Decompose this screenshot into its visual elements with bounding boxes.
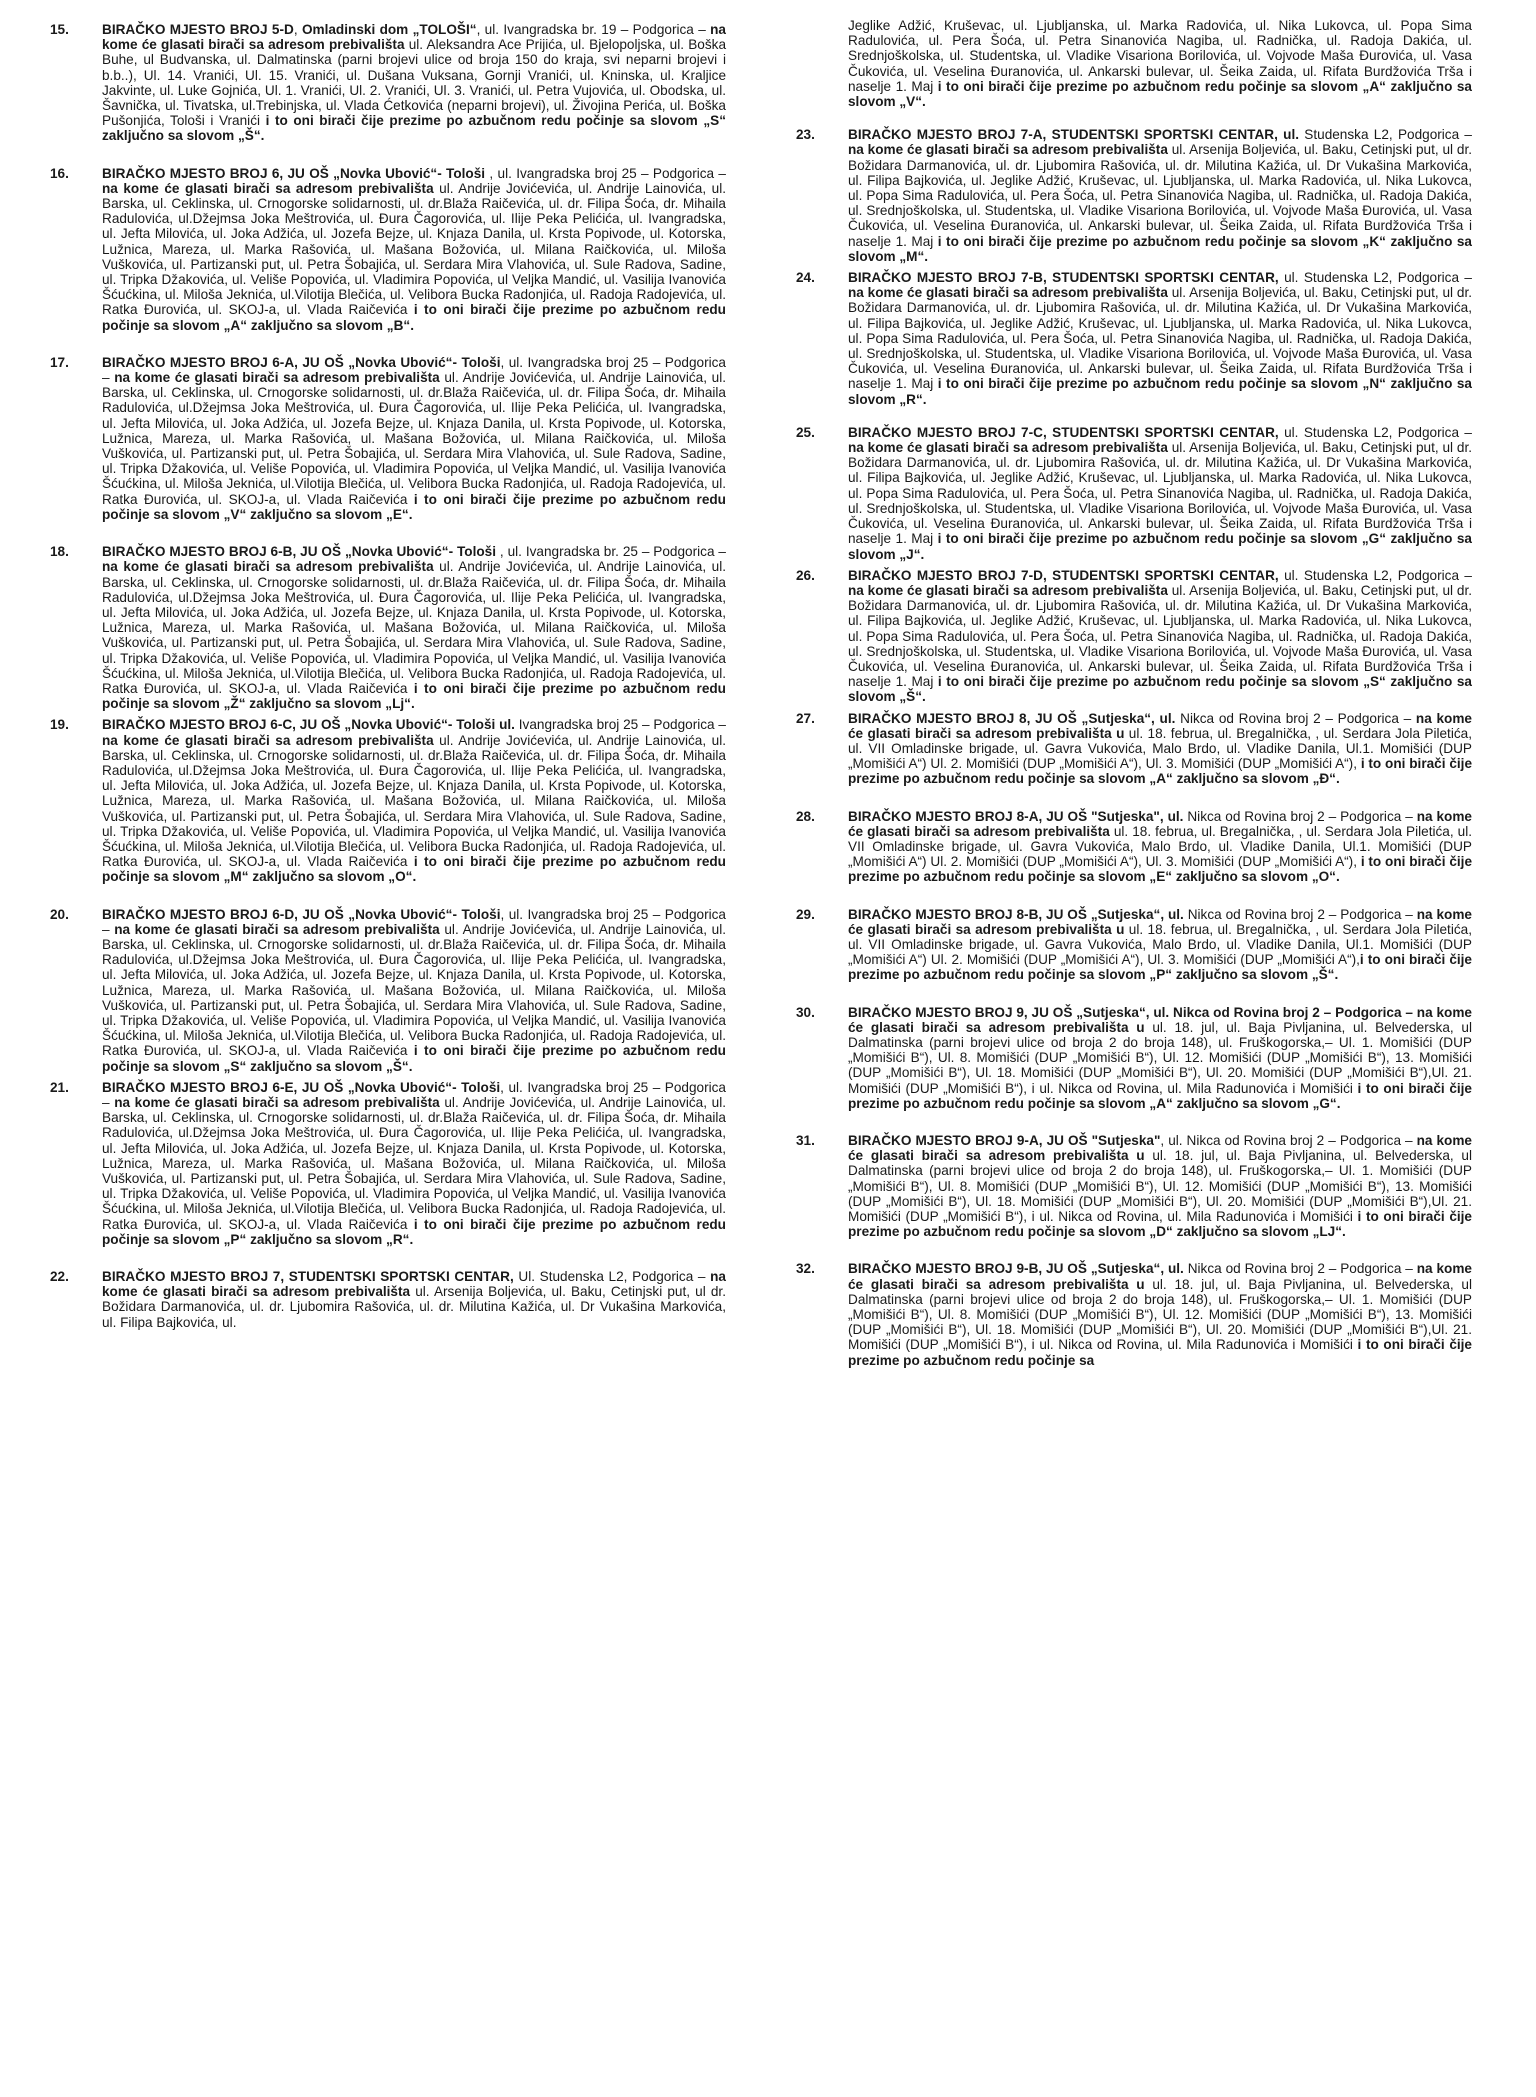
polling-station-entry	[50, 1269, 726, 1330]
entry-text-bold: na kome će glasati birači sa adresom prebivališta u	[848, 906, 1472, 937]
entry-text-regular: , ul. Nikca od Rovina broj 2 – Podgorica –	[1160, 1133, 1417, 1148]
polling-station-entry	[796, 809, 1472, 885]
entry-number: 27.	[796, 710, 815, 726]
entry-text-bold: na kome će glasati birači sa adresom prebivališta	[102, 22, 726, 53]
entry-text-regular: ,	[293, 22, 302, 37]
entry-number: 17.	[50, 354, 69, 370]
entry-text-bold: i to oni birači čije prezime po azbučnom redu počinje sa slovom „E“ zaključno sa slovom „O“.	[848, 854, 1472, 885]
entry-text-bold: BIRAČKO MJESTO BROJ 7-D, STUDENTSKI SPORTSKI CENTAR,	[848, 567, 1279, 583]
entry-text-regular: , ul. Ivangradska broj 25 – Podgorica –	[102, 354, 726, 386]
entry-text	[848, 425, 1472, 562]
entry-number: 32.	[796, 1261, 815, 1277]
entry-text-bold: na kome će glasati birači sa adresom prebivališta u	[848, 1133, 1472, 1164]
entry-text-regular: ul. Arsenija Boljevića, ul. Baku, Cetinjski put, ul dr. Božidara Darmanovića, ul. dr. Ljubomira Rašovića, ul. dr. Milutina Kažića, ul. Dr Vukašina Markovića, ul. Filipa Bajkovića, ul. Jeglike Adžić, Kruševac, ul. Ljubljanska, ul. Marka Radovića, ul. Nika Lukovca, ul. Popa Sima Radulovića, ul. Pera Šoća, ul. Petra Sinanovića Nagiba, ul. Radnička, ul. Radoja Dakića, ul. Srednjoškolska, ul. Studentska, ul. Vladike Visariona Borilovića, ul. Vojvode Maša Đurovića, ul. Vasa Čukovića, ul. Veselina Đuranovića, ul. Ankarski bulevar, ul. Šeika Zaida, ul. Rifata Burdžovića Trša i naselje 1. Maj	[848, 142, 1472, 249]
entry-text-bold: i to oni birači čije prezime po azbučnom redu počinje sa slovom „S“ zaključno sa slovom „Š“.	[848, 674, 1472, 705]
entry-text-bold: BIRAČKO MJESTO BROJ 6-C, JU OŠ „Novka Ubović“- Tološi ul.	[102, 717, 515, 733]
entry-text-bold: na kome će glasati birači sa adresom prebivališta u	[848, 710, 1472, 741]
entry-text-regular: ul. 18. jul, ul. Baja Pivljanina, ul. Belvederska, ul Dalmatinska (parni brojevi ulice od broja 2 do broja 148), ul. Fruškogorska,– Ul. 1. Momišići (DUP „Momišići B“), Ul. 8. Momišići (DUP „Momišići B“), Ul. 12. Momišići (DUP „Momišići B“), 13. Momišići (DUP „Momišići B“), Ul. 18. Momišići (DUP „Momišići B“), Ul. 20. Momišići (DUP „Momišići B“),Ul. 21. Momišići (DUP „Momišići B“), i ul. Nikca od Rovina, ul. Mila Radunovića i Momišići	[848, 1148, 1472, 1225]
entry-text-bold: BIRAČKO MJESTO BROJ 6-B, JU OŠ „Novka Ubović“- Tološi	[102, 544, 497, 560]
entry-number: 26.	[796, 567, 815, 583]
polling-station-entry	[796, 270, 1472, 407]
entry-text	[102, 544, 726, 711]
polling-station-entry	[50, 1080, 726, 1247]
entry-text	[848, 1261, 1472, 1367]
entry-text-bold: i to oni birači čije prezime po azbučnom redu počinje sa slovom „M“ zaključno sa slovom „O“.	[102, 854, 726, 885]
entry-text-bold: BIRAČKO MJESTO BROJ 6-D, JU OŠ „Novka Ubović“- Tološi	[102, 906, 501, 922]
polling-station-entry	[796, 18, 1472, 109]
entry-text-regular: ul. 18. februa, ul. Bregalnička, , ul. Serdara Jola Piletića, ul. VII Omladinske brigade, ul. Gavra Vukovića, Malo Brdo, ul. Vladike Danila, Ul.1. Momišići (DUP „Momišići A“) Ul. 2. Momišići (DUP „Momišići A“), Ul. 3. Momišići (DUP „Momišići A“),	[848, 823, 1473, 870]
entry-text-regular: ul. Arsenija Boljevića, ul. Baku, Cetinjski put, ul dr. Božidara Darmanovića, ul. dr. Ljubomira Rašovića, ul. dr. Milutina Kažića, ul. Dr Vukašina Markovića, ul. Filipa Bajkovića, ul. Jeglike Adžić, Kruševac, ul. Ljubljanska, ul. Marka Radovića, ul. Nika Lukovca, ul. Popa Sima Radulovića, ul. Pera Šoća, ul. Petra Sinanovića Nagiba, ul. Radnička, ul. Radoja Dakića, ul. Srednjoškolska, ul. Studentska, ul. Vladike Visariona Borilovića, ul. Vojvode Maša Đurovića, ul. Vasa Čukovića, ul. Veselina Đuranovića, ul. Ankarski bulevar, ul. Šeika Zaida, ul. Rifata Burdžovića Trša i naselje 1. Maj	[848, 440, 1472, 547]
polling-station-entry	[50, 544, 726, 711]
entry-text-regular: , ul. Ivangradska br. 25 – Podgorica –	[496, 544, 726, 560]
entry-text	[796, 18, 1472, 109]
entry-text-regular: , ul. Ivangradska broj 25 – Podgorica –	[102, 1079, 726, 1110]
entry-number: 28.	[796, 808, 815, 824]
entry-number: 19.	[50, 717, 69, 733]
entry-number: 22.	[50, 1269, 69, 1285]
entry-text	[848, 809, 1472, 885]
entry-text	[102, 717, 726, 884]
polling-station-entry	[796, 1261, 1472, 1367]
entry-text-bold: na kome će glasati birači sa adresom prebivališta u	[848, 1261, 1472, 1292]
entry-text-bold: BIRAČKO MJESTO BROJ 8, JU OŠ „Sutjeska“, ul.	[848, 710, 1176, 726]
entry-text-regular: ul. Andrije Jovićevića, ul. Andrije Lainovića, ul. Barska, ul. Ceklinska, ul. Crnogorske solidarnosti, ul. dr.Blaža Raičevića, ul. dr. Filipa Šoća, dr. Mihaila Radulovića, ul.Džejmsa Joka Meštrovića, ul. Đura Čagorovića, ul. Ilije Peka Pelićića, ul. Ivangradska, ul. Jefta Milovića, ul. Joka Adžića, ul. Jozefa Bejze, ul. Knjaza Danila, ul. Krsta Popivode, ul. Kotorska, Lužnica, Mareza, ul. Marka Rašovića, ul. Mašana Božovića, ul. Milana Raičkovića, ul. Miloša Vuškovića, ul. Partizanski put, ul. Petra Šobajića, ul. Serdara Mira Vlahovića, ul. Sule Radova, Sadine, ul. Tripka Džakovića, ul. Veliše Popovića, ul. Vladimira Popovića, ul Veljka Mandić, ul. Vasilija Ivanovića Šćućkina, ul. Miloša Jeknića, ul.Vilotija Blečića, ul. Velibora Bucka Radonjića, ul. Radoja Radojevića, ul. Ratka Đurovića, ul. SKOJ-a, ul. Vlada Raičevića	[102, 370, 726, 507]
polling-station-entry	[796, 1133, 1472, 1239]
entry-text-bold: BIRAČKO MJESTO BROJ 8-A, JU OŠ "Sutjeska", ul.	[848, 808, 1184, 824]
entry-text-bold: BIRAČKO MJESTO BROJ 5-D	[102, 22, 294, 37]
entry-text-bold: na kome će glasati birači sa adresom prebivališta	[102, 732, 434, 748]
entry-text-bold: i to oni birači čije prezime po azbučnom redu počinje sa slovom „A“ zaključno sa slovom „Đ“.	[848, 756, 1472, 787]
entry-text-bold: na kome će glasati birači sa adresom prebivališta	[114, 921, 440, 937]
entry-text-bold: BIRAČKO MJESTO BROJ 9, JU OŠ „Sutjeska“, ul. Nikca od Rovina broj 2 – Podgorica – na kome će glasati birači sa adresom prebivališta u	[848, 1004, 1472, 1035]
entry-text	[848, 1005, 1472, 1111]
entry-text-regular: ul. 18. februa, ul. Bregalnička, , ul. Serdara Jola Piletića, ul. VII Omladinske brigade, ul. Gavra Vukovića, Malo Brdo, ul. Vladike Danila, Ul.1. Momišići (DUP „Momišići A“) Ul. 2. Momišići (DUP „Momišići A“), Ul. 3. Momišići (DUP „Momišići A“),	[848, 921, 1472, 968]
entry-text-bold: BIRAČKO MJESTO BROJ 6-E, JU OŠ „Novka Ubović“- Tološi	[102, 1079, 501, 1095]
entry-number: 25.	[796, 424, 815, 440]
entry-text-regular: Ul. Studenska L2, Podgorica –	[513, 1269, 711, 1285]
entry-text-bold: Omladinski dom „TOLOŠI“	[301, 22, 477, 37]
entry-text-regular: ul. Andrije Jovićevića, ul. Andrije Lainovića, ul. Barska, ul. Ceklinska, ul. Crnogorske solidarnosti, ul. dr.Blaža Raičevića, ul. dr. Filipa Šoća, dr. Mihaila Radulovića, ul.Džejmsa Joka Meštrovića, ul. Đura Čagorovića, ul. Ilije Peka Pelićića, ul. Ivangradska, ul. Jefta Milovića, ul. Joka Adžića, ul. Jozefa Bejze, ul. Knjaza Danila, ul. Krsta Popivode, ul. Kotorska, Lužnica, Mareza, ul. Marka Rašovića, ul. Mašana Božovića, ul. Milana Raičkovića, ul. Miloša Vuškovića, ul. Partizanski put, ul. Petra Šobajića, ul. Serdara Mira Vlahovića, ul. Sule Radova, Sadine, ul. Tripka Džakovića, ul. Veliše Popovića, ul. Vladimira Popovića, ul Veljka Mandić, ul. Vasilija Ivanovića Šćućkina, ul. Miloša Jeknića, ul.Vilotija Blečića, ul. Velibora Bucka Radonjića, ul. Radoja Radojevića, ul. Ratka Đurovića, ul. SKOJ-a, ul. Vlada Raičevića	[102, 559, 726, 696]
right-column	[796, 18, 1472, 2097]
entry-text-bold: na kome će glasati birači sa adresom prebivališta	[848, 142, 1168, 158]
left-column	[50, 18, 726, 2097]
entry-number: 21.	[50, 1079, 69, 1095]
entry-text-regular: , ul. Ivangradska br. 19 – Podgorica –	[476, 22, 711, 37]
entry-text-regular: ul. 18. jul, ul. Baja Pivljanina, ul. Belvederska, ul Dalmatinska (parni brojevi ulice od broja 2 do broja 148), ul. Fruškogorska,– Ul. 1. Momišići (DUP „Momišići B“), Ul. 8. Momišići (DUP „Momišići B“), Ul. 12. Momišići (DUP „Momišići B“), 13. Momišići (DUP „Momišići B“), Ul. 18. Momišići (DUP „Momišići B“), Ul. 20. Momišići (DUP „Momišići B“),Ul. 21. Momišići (DUP „Momišići B“), i ul. Nikca od Rovina, ul. Mila Radunovića i Momišići	[848, 1276, 1472, 1353]
entry-text-bold: na kome će glasati birači sa adresom prebivališta	[102, 559, 434, 575]
entry-text-regular: Studenska L2, Podgorica –	[1299, 127, 1472, 143]
entry-text-bold: i to oni birači čije prezime po azbučnom redu počinje sa slovom „K“ zaključno sa slovom „M“.	[848, 233, 1472, 264]
entry-text-bold: i to oni birači čije prezime po azbučnom redu počinje sa slovom „P“ zaključno sa slovom „R“.	[102, 1216, 726, 1247]
entry-text-regular: Nikca od Rovina broj 2 – Podgorica –	[1183, 808, 1417, 824]
polling-station-entry	[50, 355, 726, 522]
entry-text-regular: ul. 18. februa, ul. Bregalnička, , ul. Serdara Jola Piletića, ul. VII Omladinske brigade, ul. Gavra Vukovića, Malo Brdo, ul. Vladike Danila, Ul.1. Momišići (DUP „Momišići A“) Ul. 2. Momišići (DUP „Momišići A“), Ul. 3. Momišići (DUP „Momišići A“),	[848, 725, 1472, 772]
entry-text-regular: ul. Arsenija Boljevića, ul. Baku, Cetinjski put, ul dr. Božidara Darmanovića, ul. dr. Ljubomira Rašovića, ul. dr. Milutina Kažića, ul. Dr Vukašina Markovića, ul. Filipa Bajkovića, ul. Jeglike Adžić, Kruševac, ul. Ljubljanska, ul. Marka Radovića, ul. Nika Lukovca, ul. Popa Sima Radulovića, ul. Pera Šoća, ul. Petra Sinanovića Nagiba, ul. Radnička, ul. Radoja Dakića, ul. Srednjoškolska, ul. Studentska, ul. Vladike Visariona Borilovića, ul. Vojvode Maša Đurovića, ul. Vasa Čukovića, ul. Veselina Đuranovića, ul. Ankarski bulevar, ul. Šeika Zaida, ul. Rifata Burdžovića Trša i naselje 1. Maj	[848, 285, 1472, 392]
entry-text	[102, 907, 726, 1074]
entry-number: 24.	[796, 270, 815, 286]
entry-text-bold: BIRAČKO MJESTO BROJ 7-C, STUDENTSKI SPORTSKI CENTAR,	[848, 424, 1279, 440]
entry-text	[102, 22, 726, 144]
entry-text-regular: ul. Studenska L2, Podgorica –	[1278, 424, 1472, 440]
entry-text-regular: ul. Andrije Jovićevića, ul. Andrije Lainovića, ul. Barska, ul. Ceklinska, ul. Crnogorske solidarnosti, ul. dr.Blaža Raičevića, ul. dr. Filipa Šoća, dr. Mihaila Radulovića, ul.Džejmsa Joka Meštrovića, ul. Đura Čagorovića, ul. Ilije Peka Pelićića, ul. Ivangradska, ul. Jefta Milovića, ul. Joka Adžića, ul. Jozefa Bejze, ul. Knjaza Danila, ul. Krsta Popivode, ul. Kotorska, Lužnica, Mareza, ul. Marka Rašovića, ul. Mašana Božovića, ul. Milana Raičkovića, ul. Miloša Vuškovića, ul. Partizanski put, ul. Petra Šobajića, ul. Serdara Mira Vlahovića, ul. Sule Radova, Sadine, ul. Tripka Džakovića, ul. Veliše Popovića, ul. Vladimira Popovića, ul Veljka Mandić, ul. Vasilija Ivanovića Šćućkina, ul. Miloša Jeknića, ul.Vilotija Blečića, ul. Velibora Bucka Radonjića, ul. Radoja Radojevića, ul. Ratka Đurovića, ul. SKOJ-a, ul. Vlada Raičevića	[102, 921, 726, 1059]
entry-number: 31.	[796, 1133, 815, 1148]
entry-text-bold: na kome će glasati birači sa adresom prebivališta	[114, 370, 440, 386]
entry-number: 23.	[796, 127, 815, 143]
entry-text-regular: , ul. Ivangradska broj 25 – Podgorica –	[102, 906, 726, 937]
entry-text	[848, 711, 1472, 787]
entry-text-bold: na kome će glasati birači sa adresom prebivališta	[848, 440, 1168, 456]
entry-text	[848, 1133, 1472, 1239]
entry-text-bold: i to oni birači čije prezime po azbučnom redu počinje sa slovom „A“ zaključno sa slovom „G“.	[848, 1080, 1472, 1111]
entry-text-bold: i to oni birači čije prezime po azbučnom redu počinje sa slovom „N“ zaključno sa slovom „R“.	[848, 376, 1472, 407]
entry-text-bold: BIRAČKO MJESTO BROJ 8-B, JU OŠ „Sutjeska“, ul.	[848, 906, 1184, 922]
entry-text	[848, 907, 1472, 983]
entry-text-bold: i to oni birači čije prezime po azbučnom redu počinje sa	[848, 1337, 1472, 1368]
entry-text-bold: na kome će glasati birači sa adresom prebivališta	[102, 180, 434, 196]
entry-text-regular: ul. Andrije Jovićevića, ul. Andrije Lainovića, ul. Barska, ul. Ceklinska, ul. Crnogorske solidarnosti, ul. dr.Blaža Raičevića, ul. dr. Filipa Šoća, dr. Mihaila Radulovića, ul.Džejmsa Joka Meštrovića, ul. Đura Čagorovića, ul. Ilije Peka Pelićića, ul. Ivangradska, ul. Jefta Milovića, ul. Joka Adžića, ul. Jozefa Bejze, ul. Knjaza Danila, ul. Krsta Popivode, ul. Kotorska, Lužnica, Mareza, ul. Marka Rašovića, ul. Mašana Božovića, ul. Milana Raičkovića, ul. Miloša Vuškovića, ul. Partizanski put, ul. Petra Šobajića, ul. Serdara Mira Vlahovića, ul. Sule Radova, Sadine, ul. Tripka Džakovića, ul. Veliše Popovića, ul. Vladimira Popovića, ul Veljka Mandić, ul. Vasilija Ivanovića Šćućkina, ul. Miloša Jeknića, ul.Vilotija Blečića, ul. Velibora Bucka Radonjića, ul. Radoja Radojevića, ul. Ratka Đurovića, ul. SKOJ-a, ul. Vlada Raičevića	[102, 180, 726, 318]
entry-text-bold: BIRAČKO MJESTO BROJ 9-A, JU OŠ "Sutjeska"	[848, 1133, 1161, 1148]
entry-text	[102, 166, 726, 333]
entry-text-regular: ul. Aleksandra Ace Prijića, ul. Bjelopoljska, ul. Boška Buhe, ul Budvanska, ul. Dalmatinska (parni brojevi ulice od broja 150 do kraja, svi neparni brojevi i b.b..), Ul. 14. Vranići, Ul. 15. Vranići, ul. Dušana Vuksana, Gornji Vranići, ul. Kninska, ul. Kraljice Jakvinte, ul. Luke Gojnića, Ul. 1. Vranići, Ul. 2. Vranići, Ul. 3. Vranići, ul. Petra Vujovića, ul. Obodska, ul. Šavnička, ul. Tivatska, ul.Trebinjska, ul. Vlada Ćetkovića (neparni brojevi), ul. Živojina Perića, ul. Boška Pušonjića, Tološi i Vranići	[102, 37, 727, 129]
entry-text-regular: Jeglike Adžić, Kruševac, ul. Ljubljanska, ul. Marka Radovića, ul. Nika Lukovca, ul. Popa Sima Radulovića, ul. Pera Šoća, ul. Petra Sinanovića Nagiba, ul. Radnička, ul. Radoja Dakića, ul. Srednjoškolska, ul. Studentska, ul. Vladike Visariona Borilovića, ul. Vojvode Maša Đurovića, ul. Vasa Čukovića, ul. Veselina Đuranovića, ul. Ankarski bulevar, ul. Šeika Zaida, ul. Rifata Burdžovića Trša i naselje 1. Maj	[848, 18, 1472, 94]
entry-number: 18.	[50, 544, 69, 560]
entry-text-regular: , ul. Ivangradska broj 25 – Podgorica –	[485, 165, 726, 181]
polling-station-entry	[796, 711, 1472, 787]
entry-text-bold: BIRAČKO MJESTO BROJ 7-A, STUDENTSKI SPORTSKI CENTAR, ul.	[848, 127, 1300, 143]
entry-text	[102, 355, 726, 522]
entry-text-bold: i to oni birači čije prezime po azbučnom redu počinje sa slovom „A“ zaključno sa slovom „V“.	[848, 78, 1472, 110]
entry-text-bold: i to oni birači čije prezime po azbučnom redu počinje sa slovom „Ž“ zaključno sa slovom „Lj“.	[102, 680, 726, 712]
polling-station-entry	[796, 1005, 1472, 1111]
entry-text-regular: ul. 18. jul, ul. Baja Pivljanina, ul. Belvederska, ul Dalmatinska (parni brojevi ulice od broja 2 do broja 148), ul. Fruškogorska,– Ul. 1. Momišići (DUP „Momišići B“), Ul. 8. Momišići (DUP „Momišići B“), Ul. 12. Momišići (DUP „Momišići B“), 13. Momišići (DUP „Momišići B“), Ul. 18. Momišići (DUP „Momišići B“), Ul. 20. Momišići (DUP „Momišići B“),Ul. 21. Momišići (DUP „Momišići B“), i ul. Nikca od Rovina, ul. Mila Radunovića i Momišići	[848, 1019, 1472, 1096]
polling-station-entry	[50, 907, 726, 1074]
entry-text-bold: BIRAČKO MJESTO BROJ 9-B, JU OŠ „Sutjeska“, ul.	[848, 1261, 1184, 1277]
entry-text-bold: i to oni birači čije prezime po azbučnom redu počinje sa slovom „S“ zaključno sa slovom „Š“.	[102, 1043, 726, 1074]
polling-station-entry	[50, 717, 726, 884]
polling-station-entry	[50, 166, 726, 333]
entry-text-regular: ul. Studenska L2, Podgorica –	[1278, 270, 1472, 286]
entry-text-regular: Nikca od Rovina broj 2 – Podgorica –	[1175, 710, 1416, 726]
entry-number: 20.	[50, 906, 69, 922]
entry-text-regular: ul. Andrije Jovićevića, ul. Andrije Lainovića, ul. Barska, ul. Ceklinska, ul. Crnogorske solidarnosti, ul. dr.Blaža Raičevića, ul. dr. Filipa Šoća, dr. Mihaila Radulovića, ul.Džejmsa Joka Meštrovića, ul. Đura Čagorovića, ul. Ilije Peka Pelićića, ul. Ivangradska, ul. Jefta Milovića, ul. Joka Adžića, ul. Jozefa Bejze, ul. Knjaza Danila, ul. Krsta Popivode, ul. Kotorska, Lužnica, Mareza, ul. Marka Rašovića, ul. Mašana Božovića, ul. Milana Raičkovića, ul. Miloša Vuškovića, ul. Partizanski put, ul. Petra Šobajića, ul. Serdara Mira Vlahovića, ul. Sule Radova, Sadine, ul. Tripka Džakovića, ul. Veliše Popovića, ul. Vladimira Popovića, ul Veljka Mandić, ul. Vasilija Ivanovića Šćućkina, ul. Miloša Jeknića, ul.Vilotija Blečića, ul. Velibora Bucka Radonjića, ul. Radoja Radojevića, ul. Ratka Đurovića, ul. SKOJ-a, ul. Vlada Raičevića	[102, 732, 726, 870]
entry-text-regular: Ivangradska broj 25 – Podgorica –	[514, 717, 726, 733]
entry-text-bold: i to oni birači čije prezime po azbučnom redu počinje sa slovom „V“ zaključno sa slovom „E“.	[102, 491, 726, 522]
entry-text	[102, 1080, 726, 1247]
entry-text-regular: Nikca od Rovina broj 2 – Podgorica –	[1183, 906, 1417, 922]
entry-text-regular: ul. Andrije Jovićevića, ul. Andrije Lainovića, ul. Barska, ul. Ceklinska, ul. Crnogorske solidarnosti, ul. dr.Blaža Raičevića, ul. dr. Filipa Šoća, dr. Mihaila Radulovića, ul.Džejmsa Joka Meštrovića, ul. Đura Čagorovića, ul. Ilije Peka Pelićića, ul. Ivangradska, ul. Jefta Milovića, ul. Joka Adžića, ul. Jozefa Bejze, ul. Knjaza Danila, ul. Krsta Popivode, ul. Kotorska, Lužnica, Mareza, ul. Marka Rašovića, ul. Mašana Božovića, ul. Milana Raičkovića, ul. Miloša Vuškovića, ul. Partizanski put, ul. Petra Šobajića, ul. Serdara Mira Vlahovića, ul. Sule Radova, Sadine, ul. Tripka Džakovića, ul. Veliše Popovića, ul. Vladimira Popovića, ul Veljka Mandić, ul. Vasilija Ivanovića Šćućkina, ul. Miloša Jeknića, ul.Vilotija Blečića, ul. Velibora Bucka Radonjića, ul. Radoja Radojevića, ul. Ratka Đurovića, ul. SKOJ-a, ul. Vlada Raičevića	[102, 1095, 726, 1232]
entry-text-bold: na kome će glasati birači sa adresom prebivališta	[848, 285, 1168, 301]
entry-text-bold: na kome će glasati birači sa adresom prebivališta	[114, 1095, 440, 1110]
entry-text	[102, 1269, 726, 1330]
polling-station-entry	[796, 425, 1472, 562]
entry-text-regular: Nikca od Rovina broj 2 – Podgorica –	[1183, 1261, 1417, 1277]
entry-text-bold: i to oni birači čije prezime po azbučnom redu počinje sa slovom „P“ zaključno sa slovom „Š“.	[848, 952, 1472, 983]
entry-text-bold: BIRAČKO MJESTO BROJ 6, JU OŠ „Novka Ubović“- Tološi	[102, 165, 486, 181]
entry-number: 30.	[796, 1004, 815, 1020]
entry-text-bold: na kome će glasati birači sa adresom prebivališta	[848, 808, 1472, 839]
entry-text-regular: ul. Arsenija Boljevića, ul. Baku, Cetinjski put, ul dr. Božidara Darmanovića, ul. dr. Ljubomira Rašovića, ul. dr. Milutina Kažića, ul. Dr Vukašina Markovića, ul. Filipa Bajkovića, ul. Jeglike Adžić, Kruševac, ul. Ljubljanska, ul. Marka Radovića, ul. Nika Lukovca, ul. Popa Sima Radulovića, ul. Pera Šoća, ul. Petra Sinanovića Nagiba, ul. Radnička, ul. Radoja Dakića, ul. Srednjoškolska, ul. Studentska, ul. Vladike Visariona Borilovića, ul. Vojvode Maša Đurovića, ul. Vasa Čukovića, ul. Veselina Đuranovića, ul. Ankarski bulevar, ul. Šeika Zaida, ul. Rifata Burdžovića Trša i naselje 1. Maj	[848, 582, 1472, 690]
entry-number: 15.	[50, 22, 69, 37]
entry-text	[848, 127, 1472, 264]
entry-text-bold: i to oni birači čije prezime po azbučnom redu počinje sa slovom „A“ zaključno sa slovom „B“.	[102, 302, 726, 333]
entry-number: 29.	[796, 906, 815, 922]
entry-text-bold: BIRAČKO MJESTO BROJ 6-A, JU OŠ „Novka Ubović“- Tološi	[102, 354, 501, 370]
entry-text-bold: na kome će glasati birači sa adresom prebivališta	[102, 1269, 726, 1300]
entry-text-bold: na kome će glasati birači sa adresom prebivališta	[848, 582, 1168, 598]
entry-number: 16.	[50, 165, 69, 181]
polling-station-entry	[796, 568, 1472, 705]
polling-station-entry	[796, 907, 1472, 983]
entry-text	[848, 568, 1472, 705]
polling-station-entry	[796, 127, 1472, 264]
entry-text-bold: BIRAČKO MJESTO BROJ 7, STUDENTSKI SPORTSKI CENTAR,	[102, 1269, 514, 1285]
entry-text	[848, 270, 1472, 407]
entry-text-bold: BIRAČKO MJESTO BROJ 7-B, STUDENTSKI SPORTSKI CENTAR,	[848, 270, 1279, 286]
polling-station-entry	[50, 22, 726, 144]
entry-text-bold: i to oni birači čije prezime po azbučnom redu počinje sa slovom „S“ zaključno sa slovom „Š“.	[102, 113, 727, 144]
entry-text-bold: i to oni birači čije prezime po azbučnom redu počinje sa slovom „G“ zaključno sa slovom „J“.	[848, 531, 1472, 562]
entry-text-regular: ul. Arsenija Boljevića, ul. Baku, Cetinjski put, ul dr. Božidara Darmanovića, ul. dr. Ljubomira Rašovića, ul. dr. Milutina Kažića, ul. Dr Vukašina Markovića, ul. Filipa Bajkovića, ul.	[102, 1284, 726, 1330]
entry-text-regular: ul. Studenska L2, Podgorica –	[1278, 567, 1472, 583]
entry-text-bold: i to oni birači čije prezime po azbučnom redu počinje sa slovom „D“ zaključno sa slovom „LJ“.	[848, 1209, 1472, 1240]
